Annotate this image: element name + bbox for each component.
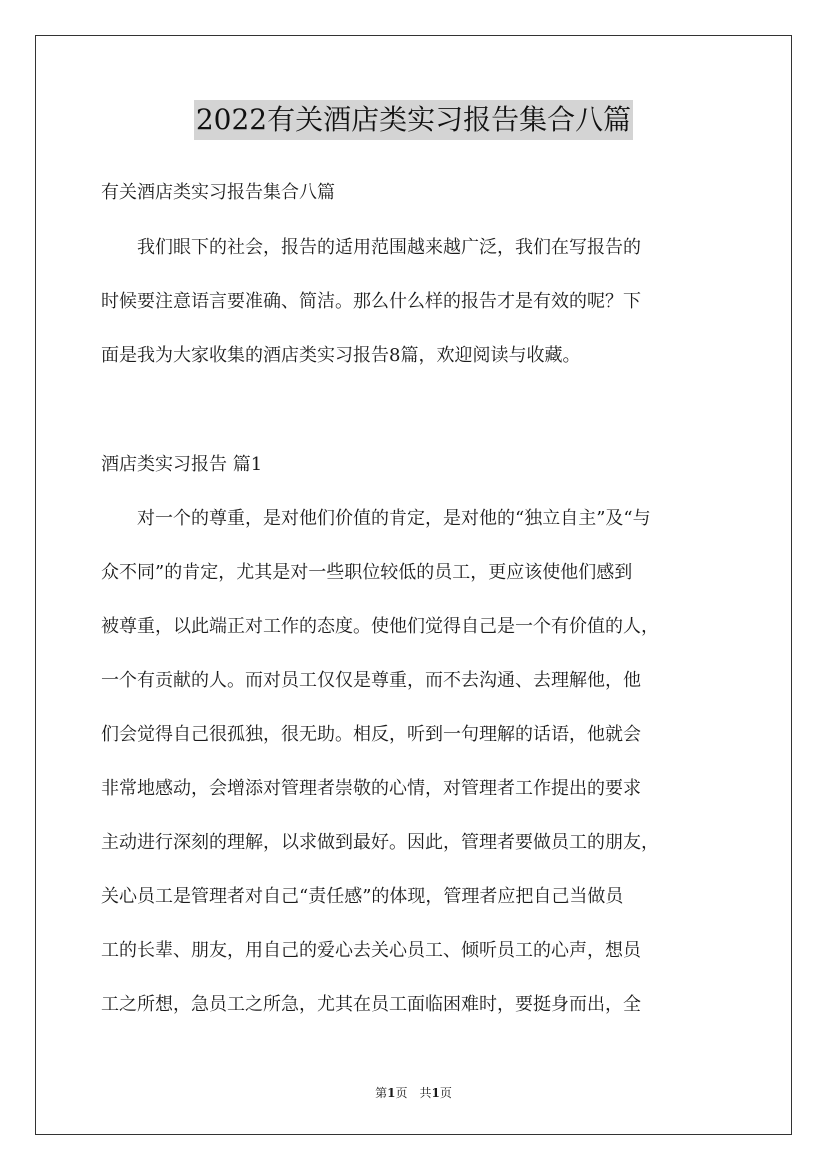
intro-line-1: 我们眼下的社会，报告的适用范围越来越广泛，我们在写报告的 [101, 237, 641, 258]
footer-prefix: 第 [375, 1086, 388, 1100]
document-subtitle: 有关酒店类实习报告集合八篇 [101, 182, 335, 203]
body-line-6: 非常地感动，会增添对管理者崇敬的心情，对管理者工作提出的要求 [101, 778, 641, 799]
body-line-9: 工的长辈、朋友，用自己的爱心去关心员工、倾听员工的心声，想员 [101, 940, 641, 961]
body-line-3: 被尊重，以此端正对工作的态度。使他们觉得自己是一个有价值的人， [101, 616, 659, 637]
body-line-10: 工之所想，急员工之所急，尤其在员工面临困难时，要挺身而出，全 [101, 994, 641, 1015]
intro-line-2: 时候要注意语言要准确、简洁。那么什么样的报告才是有效的呢？下 [101, 291, 641, 312]
footer-total-suffix: 页 [439, 1086, 452, 1100]
body-line-7: 主动进行深刻的理解，以求做到最好。因此，管理者要做员工的朋友， [101, 832, 659, 853]
page-footer [0, 1085, 827, 1101]
body-line-1: 对一个的尊重，是对他们价值的肯定，是对他的“独立自主”及“与 [101, 508, 651, 529]
footer-page-suffix: 页 共 [395, 1086, 432, 1100]
section-heading: 酒店类实习报告 篇1 [101, 454, 263, 475]
footer-total-pages: 1 [431, 1086, 440, 1100]
body-line-5: 们会觉得自己很孤独，很无助。相反，听到一句理解的话语，他就会 [101, 724, 641, 745]
body-line-4: 一个有贡献的人。而对员工仅仅是尊重，而不去沟通、去理解他，他 [101, 670, 641, 691]
document-title: 2022有关酒店类实习报告集合八篇 [194, 100, 633, 140]
title-container [0, 100, 827, 140]
body-line-8: 关心员工是管理者对自己“责任感”的体现，管理者应把自己当做员 [101, 886, 624, 907]
intro-line-3: 面是我为大家收集的酒店类实习报告8篇，欢迎阅读与收藏。 [101, 345, 581, 366]
body-line-2: 众不同”的肯定，尤其是对一些职位较低的员工，更应该使他们感到 [101, 562, 633, 583]
footer-page-number: 1 [387, 1086, 396, 1100]
